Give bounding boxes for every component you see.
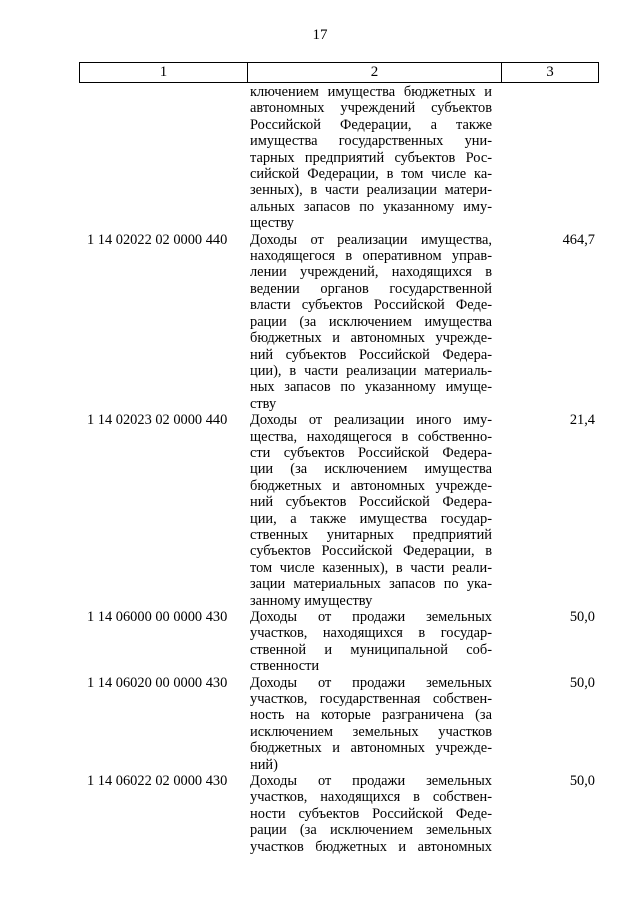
table-row xyxy=(79,609,599,675)
amount: 464,7 xyxy=(562,231,595,248)
description-line: ний субъектов Российской Федера- xyxy=(250,494,492,511)
description-line: участков, находящихся в государ- xyxy=(250,625,492,642)
description-line: бюджетных и автономных учрежде- xyxy=(250,740,492,757)
description-line: Доходы от продажи земельных xyxy=(250,773,492,790)
description-line: ции (за исключением имущества xyxy=(250,461,492,478)
description-line: участков, находящихся в собствен- xyxy=(250,789,492,806)
description-line: рации (за исключением имущества xyxy=(250,313,492,330)
table-row xyxy=(79,773,599,855)
column-header-1: 1 xyxy=(80,63,248,82)
description-line: сийской Федерации, в том числе ка- xyxy=(250,166,492,183)
amount: 21,4 xyxy=(569,412,595,429)
table-row xyxy=(79,232,599,412)
column-header-3: 3 xyxy=(546,64,554,80)
description-line: сти субъектов Российской Федера- xyxy=(250,444,492,461)
description-line: ственных унитарных предприятий xyxy=(250,526,492,543)
income-description xyxy=(250,84,492,232)
description-line: том числе казенных), в части реали- xyxy=(250,559,492,576)
description-line: Российской Федерации, а также xyxy=(250,116,492,133)
description-line: лении учреждений, находящихся в xyxy=(250,264,492,281)
page-number: 17 xyxy=(312,27,328,43)
description-line: щества, находящегося в собственно- xyxy=(250,428,492,445)
table-row xyxy=(79,412,599,609)
amount: 50,0 xyxy=(569,674,595,691)
income-description xyxy=(250,412,492,609)
income-code: 1 14 02022 02 0000 440 xyxy=(87,231,228,248)
description-line: исключением земельных участков xyxy=(250,723,492,740)
amount: 50,0 xyxy=(569,609,595,625)
table-row xyxy=(79,675,599,773)
description-line: бюджетных и автономных учрежде- xyxy=(250,330,492,347)
description-line: Доходы от продажи земельных xyxy=(250,609,492,625)
description-line: ключением имущества бюджетных и xyxy=(250,84,492,100)
description-line: имущества государственных уни- xyxy=(250,133,492,150)
table-header xyxy=(79,62,599,83)
description-line: ных запасов по указанному имуще- xyxy=(250,379,492,396)
description-line: зенных), в части реализации матери- xyxy=(250,182,492,199)
income-description xyxy=(250,609,492,675)
table-row xyxy=(79,84,599,232)
description-line: участков бюджетных и автономных xyxy=(250,838,492,855)
income-code: 1 14 06020 00 0000 430 xyxy=(87,674,228,691)
description-line: ству xyxy=(250,395,277,412)
description-line: ность на которые разграничена (за xyxy=(250,707,492,724)
income-description xyxy=(250,773,492,855)
income-description xyxy=(250,675,492,773)
income-code: 1 14 02023 02 0000 440 xyxy=(87,412,228,429)
description-line: ции, а также имущества государ- xyxy=(250,510,492,527)
income-code: 1 14 06000 00 0000 430 xyxy=(87,609,228,625)
description-line: зации материальных запасов по ука- xyxy=(250,576,492,593)
description-line: субъектов Российской Федерации, в xyxy=(250,543,492,560)
description-line: автономных учреждений субъектов xyxy=(250,100,492,117)
description-line: рации (за исключением земельных xyxy=(250,822,492,839)
description-line: ственной и муниципальной соб- xyxy=(250,641,492,658)
description-line: Доходы от реализации имущества, xyxy=(250,231,492,248)
description-line: ственности xyxy=(250,658,320,675)
description-line: бюджетных и автономных учрежде- xyxy=(250,477,492,494)
column-header-2: 2 xyxy=(248,63,502,82)
description-line: власти субъектов Российской Феде- xyxy=(250,297,492,314)
table-body xyxy=(79,84,599,855)
income-code xyxy=(79,84,245,232)
description-line: Доходы от продажи земельных xyxy=(250,674,492,691)
income-code: 1 14 06022 02 0000 430 xyxy=(87,773,228,790)
amount xyxy=(492,84,599,232)
description-line: ведении органов государственной xyxy=(250,280,492,297)
description-line: ции), в части реализации материаль- xyxy=(250,362,492,379)
income-description xyxy=(250,232,492,412)
description-line: ний субъектов Российской Федера- xyxy=(250,346,492,363)
description-line: альных запасов по указанному иму- xyxy=(250,198,492,215)
description-line: Доходы от реализации иного иму- xyxy=(250,412,492,429)
description-line: тарных предприятий субъектов Рос- xyxy=(250,149,492,166)
amount: 50,0 xyxy=(569,773,595,790)
description-line: ществу xyxy=(250,215,295,232)
description-line: ности субъектов Российской Феде- xyxy=(250,805,492,822)
description-line: занному имуществу xyxy=(250,592,373,609)
description-line: участков, государственная собствен- xyxy=(250,691,492,708)
description-line: находящегося в оперативном управ- xyxy=(250,248,492,265)
description-line: ний) xyxy=(250,756,278,773)
